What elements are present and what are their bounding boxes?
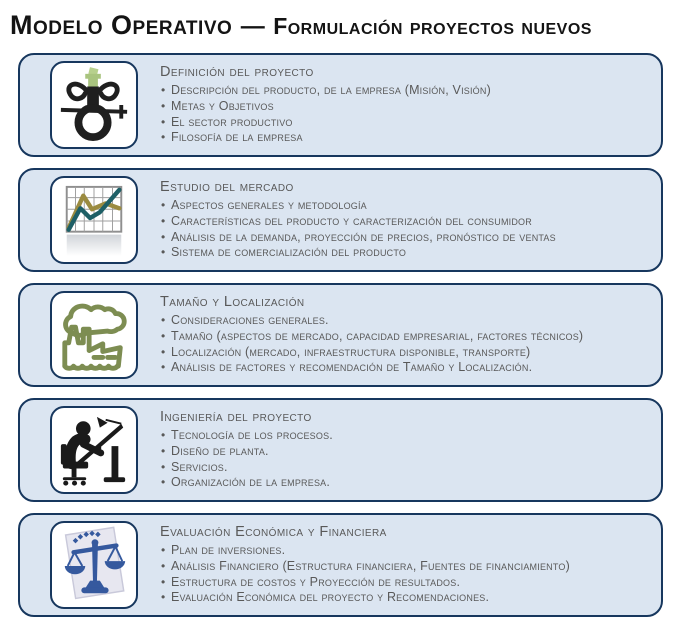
section-title: Definición del proyecto	[160, 63, 314, 80]
sections-list	[18, 53, 663, 617]
icon-box	[50, 176, 138, 264]
section-title: Ingeniería del proyecto	[160, 408, 312, 425]
bullet-item: • Metas y Objetivos	[160, 99, 491, 115]
bullet-item: • Aspectos generales y metodología	[160, 198, 556, 214]
page-title-part2: Formulación proyectos nuevos	[273, 13, 592, 39]
section-panel-definicion-del-proyecto	[18, 53, 663, 157]
page-title-part1: Modelo Operativo	[10, 10, 233, 40]
draftsman-icon	[57, 410, 131, 490]
section-title: Estudio del mercado	[160, 178, 294, 195]
bullet-item: • Sistema de comercialización del producto	[160, 245, 556, 261]
bullet-list	[160, 83, 491, 147]
bullet-item: • Servicios.	[160, 460, 333, 476]
bullet-item: • Organización de la empresa.	[160, 475, 333, 491]
bullet-list	[160, 428, 333, 492]
icon-box	[50, 61, 138, 149]
section-title: Tamaño y Localización	[160, 293, 305, 310]
bullet-list	[160, 543, 570, 607]
bullet-item: • Consideraciones generales.	[160, 313, 583, 329]
section-panel-evaluacion-economica-y-financiera	[18, 513, 663, 617]
bullet-item: • Plan de inversiones.	[160, 543, 570, 559]
icon-box	[50, 521, 138, 609]
bullet-item: • Análisis de la demanda, proyección de precios, pronóstico de ventas	[160, 230, 556, 246]
bullet-item: • Estructura de costos y Proyección de resultados.	[160, 575, 570, 591]
line-chart-icon	[57, 180, 131, 260]
section-content	[160, 64, 491, 147]
bullet-item: • Análisis de factores y recomendación de Tamaño y Localización.	[160, 360, 583, 376]
bullet-item: • Tamaño (aspectos de mercado, capacidad empresarial, factores técnicos)	[160, 329, 583, 345]
bullet-item: • Características del producto y caracterización del consumidor	[160, 214, 556, 230]
bullet-item: • Localización (mercado, infraestructura disponible, transporte)	[160, 345, 583, 361]
section-content	[160, 179, 556, 262]
page-title-separator: —	[240, 13, 265, 40]
page-title	[10, 10, 689, 41]
section-content	[160, 524, 570, 607]
bullet-item: • Análisis Financiero (Estructura financiera, Fuentes de financiamiento)	[160, 559, 570, 575]
factory-icon	[57, 295, 131, 375]
section-panel-ingenieria-del-proyecto	[18, 398, 663, 502]
bullet-item: • Evaluación Económica del proyecto y Recomendaciones.	[160, 590, 570, 606]
bullet-list	[160, 198, 556, 262]
bullet-item: • Filosofía de la empresa	[160, 130, 491, 146]
scales-icon	[57, 525, 131, 605]
flask-icon	[57, 65, 131, 145]
bullet-item: • El sector productivo	[160, 115, 491, 131]
bullet-item: • Descripción del producto, de la empresa (Misión, Visión)	[160, 83, 491, 99]
section-content	[160, 409, 333, 492]
section-panel-estudio-del-mercado	[18, 168, 663, 272]
section-panel-tamano-y-localizacion	[18, 283, 663, 387]
section-content	[160, 294, 583, 377]
bullet-item: • Tecnología de los procesos.	[160, 428, 333, 444]
bullet-item: • Diseño de planta.	[160, 444, 333, 460]
bullet-list	[160, 313, 583, 377]
icon-box	[50, 291, 138, 379]
icon-box	[50, 406, 138, 494]
section-title: Evaluación Económica y Financiera	[160, 523, 387, 540]
